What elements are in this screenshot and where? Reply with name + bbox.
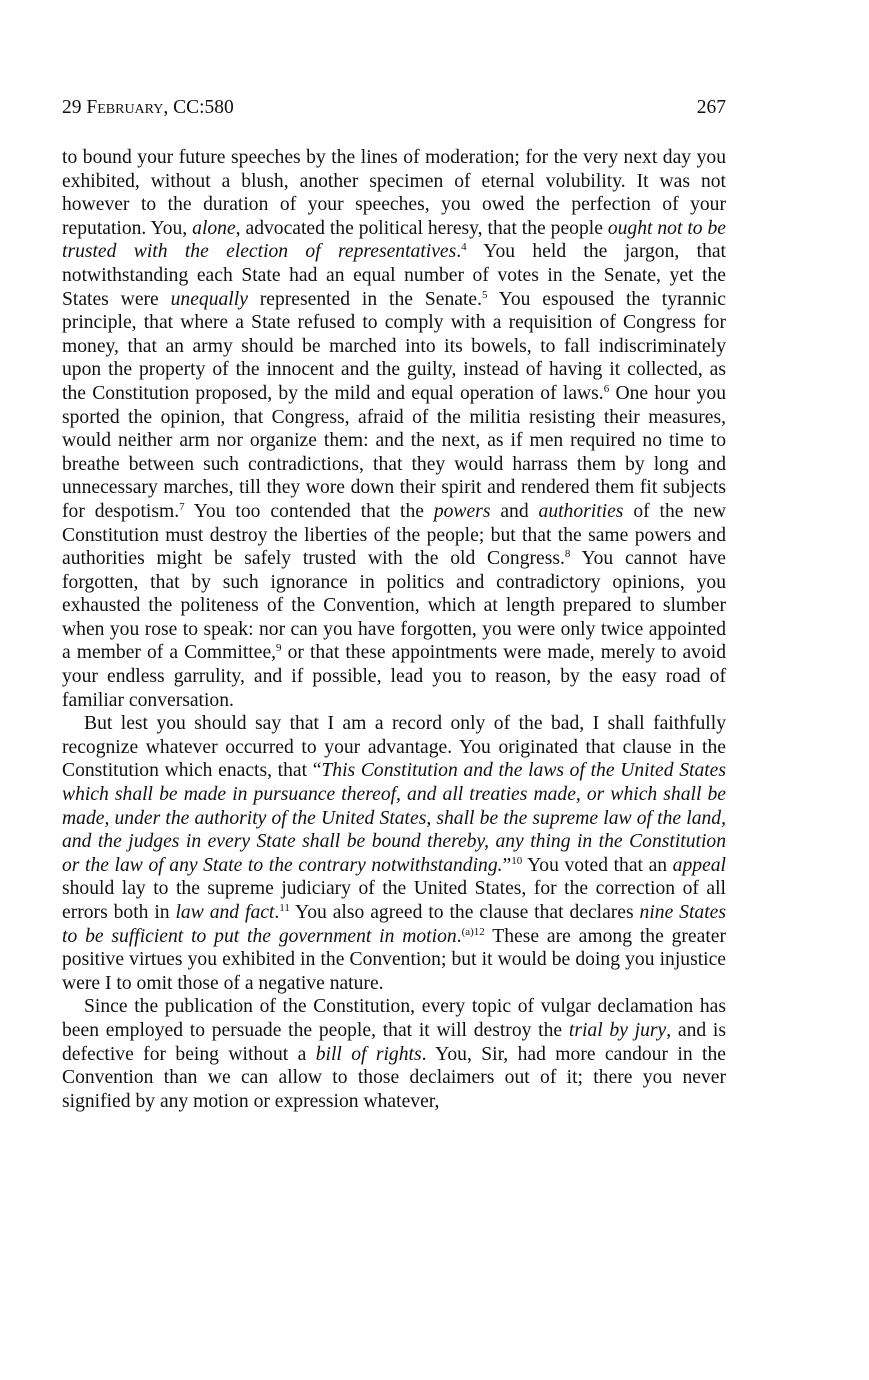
- footnote-ref: 11: [279, 902, 290, 914]
- body-text: [62, 146, 726, 1113]
- footnote-ref: (a)12: [461, 925, 485, 938]
- italic-text: ought not to be trusted with the election of representatives: [62, 217, 726, 263]
- footnote-ref: 4: [461, 241, 467, 254]
- text-run: You cannot have forgotten, that by such ignorance in politics and contradictory opinions, you exhausted the politeness of the Convention, which at length prepared to slumber when you rose to speak: nor can you have forgotten, you were only twice appointed a member of a Committee,: [62, 548, 726, 664]
- header-separator: ,: [163, 97, 174, 118]
- italic-text: nine States to be sufficient to put the government in motion: [62, 902, 726, 947]
- text-run: should lay to the supreme judiciary of the United States, for the correction of all errors both in: [62, 878, 726, 923]
- text-run: These are among the greater positive virtues you exhibited in the Convention; but it would be doing you injustice were I to omit those of a negative nature.: [62, 925, 726, 994]
- text-run: Since the publication of the Constitution, every topic of vulgar declamation has been employed to persuade the people, that it will destroy the: [62, 996, 726, 1041]
- text-run: to bound your future speeches by the lines of moderation; for the very next day you exhibited, without a blush, another specimen of eternal volubility. It was not however to the duration of your speeches, you owed the perfection of your reputation. You,: [62, 147, 726, 239]
- running-head-left: [62, 96, 234, 120]
- paragraph: [62, 712, 726, 995]
- text-run: You held the jargon, that notwithstanding each State had an equal number of votes in the Senate, yet the States were: [62, 241, 727, 310]
- italic-text: law and fact: [175, 902, 275, 923]
- text-run: , advocated the political heresy, that the people: [235, 217, 608, 239]
- italic-text: alone: [192, 217, 236, 239]
- text-run: . You, Sir, had more candour in the Convention than we can allow to those declaimers out of it; there you never signified by any motion or expression whatever,: [62, 1043, 726, 1112]
- italic-text: appeal: [672, 854, 726, 876]
- text-run: One hour you sported the opinion, that Congress, afraid of the militia resisting their measures, would neither arm nor organize them: and the next, as if men required no time to breathe between such contradictions, that they would harrass them by long and unnecessary marches, till they wore down their spirit and rendered them fit subjects for despotism.: [62, 382, 726, 522]
- footnote-ref: 10: [511, 854, 523, 867]
- italic-text: trial by jury: [568, 1019, 667, 1041]
- text-run: You also agreed to the clause that declares: [289, 902, 640, 923]
- text-run: and: [490, 500, 539, 522]
- text-run: represented in the Senate.: [247, 288, 482, 310]
- text-run: You too contended that the: [184, 500, 434, 522]
- header-date: 29 February: [62, 97, 164, 118]
- text-run: .: [456, 925, 462, 947]
- text-run: .: [274, 902, 280, 923]
- paragraph: [62, 995, 726, 1113]
- italic-text: This Constitution and the laws of the United States which shall be made in pursuance thereof, and all treaties made, or which shall be made, under the authority of the United States, shall be the supreme law of the land, and the judges in every State shall be bound thereby, any thing in the Constitution or the law of any State to the contrary notwithstanding.: [62, 760, 727, 876]
- footnote-ref: 9: [276, 642, 282, 655]
- text-run: , and is defective for being without a: [62, 1019, 726, 1065]
- text-run: ”: [502, 854, 512, 876]
- footnote-ref: 5: [481, 288, 488, 301]
- header-document-number: CC:580: [173, 97, 234, 118]
- italic-text: unequally: [170, 288, 248, 310]
- footnote-ref: 7: [179, 500, 185, 513]
- italic-text: authorities: [538, 500, 624, 522]
- text-run: You voted that an: [522, 854, 673, 876]
- running-head: [62, 96, 726, 120]
- paragraph: [62, 146, 726, 712]
- text-run: or that these appointments were made, merely to avoid your endless garrulity, and if possible, lead you to reason, by the easy road of familiar conversation.: [62, 642, 726, 711]
- text-run: You espoused the tyrannic principle, that where a State refused to comply with a requisition of Congress for money, that an army should be marched into its bowels, to fall indiscriminately upon the property of the innocent and the guilty, instead of having it collected, as the Constitution proposed, by the mild and equal operation of laws.: [62, 288, 726, 404]
- text-run: But lest you should say that I am a record only of the bad, I shall faithfully recognize whatever occurred to your advantage. You originated that clause in the Constitution which enacts, that “: [62, 713, 726, 782]
- text-run: of the new Constitution must destroy the liberties of the people; but that the same powers and authorities might be safely trusted with the old Congress.: [62, 500, 726, 570]
- text-run: .: [456, 241, 462, 263]
- footnote-ref: 8: [564, 548, 571, 561]
- footnote-ref: 6: [603, 382, 610, 395]
- italic-text: powers: [433, 500, 491, 522]
- italic-text: bill of rights: [315, 1043, 422, 1065]
- document-page: [62, 96, 726, 1113]
- page-number: 267: [696, 97, 726, 118]
